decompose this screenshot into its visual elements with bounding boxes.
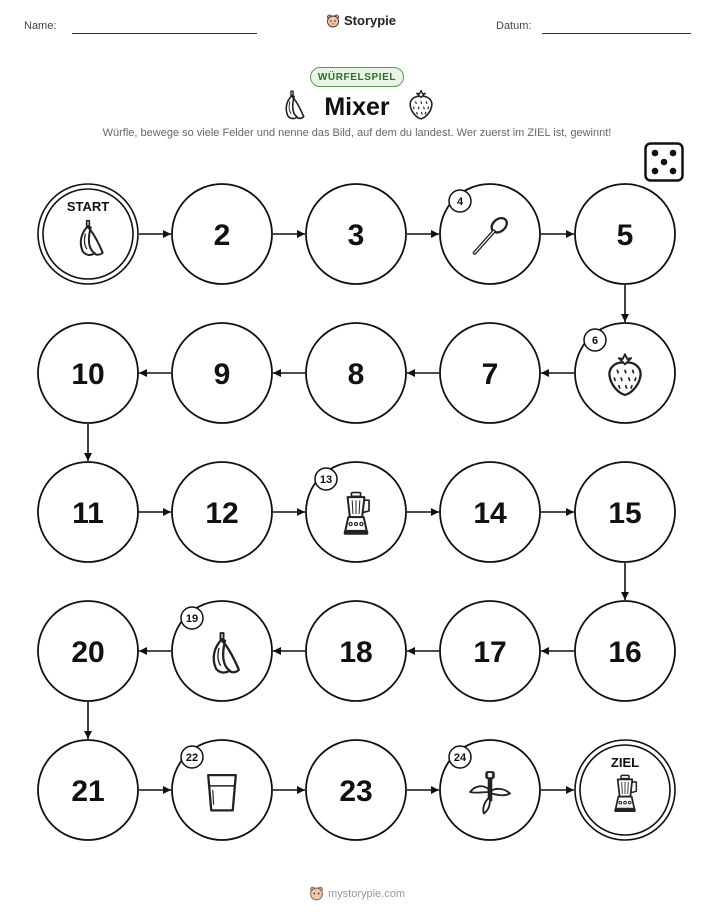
space-number: 5 (616, 219, 634, 252)
path-arrow (273, 508, 305, 516)
board-space (172, 740, 272, 840)
path-arrow (541, 508, 574, 516)
instructions: Würfle, bewege so viele Felder und nenne das Bild, auf dem du landest. Wer zuerst im ZIEL ist, gewinnt! (102, 127, 612, 139)
brand-name: Storypie (344, 13, 397, 28)
finish-space (575, 740, 675, 840)
footer (309, 886, 405, 901)
path-arrow (273, 369, 305, 377)
board-space (440, 740, 540, 840)
board-space (172, 462, 272, 562)
space-label: START (66, 199, 110, 214)
space-number: 8 (347, 358, 365, 391)
space-number: 22 (185, 752, 199, 764)
path-arrow (84, 424, 92, 461)
board-space (440, 323, 540, 423)
space-number: 18 (339, 636, 373, 669)
board-space (440, 462, 540, 562)
path-arrow (541, 230, 574, 238)
space-number: 10 (71, 358, 105, 391)
space-number: 12 (205, 497, 239, 530)
path-arrow (84, 702, 92, 739)
space-label: ZIEL (610, 755, 640, 770)
space-number: 19 (185, 613, 199, 625)
space-number: 2 (213, 219, 231, 252)
path-arrow (139, 369, 171, 377)
board-space (575, 184, 675, 284)
board-space (306, 184, 406, 284)
space-number: 24 (453, 752, 467, 764)
board-space (306, 601, 406, 701)
path-arrow (139, 647, 171, 655)
path-arrow (139, 230, 171, 238)
page-title: Mixer (324, 93, 390, 121)
space-number: 23 (339, 775, 373, 808)
space-number: 14 (473, 497, 507, 530)
game-type-badge: WÜRFELSPIEL (310, 67, 404, 87)
board-space (38, 740, 138, 840)
board-space (38, 462, 138, 562)
space-number: 9 (213, 358, 231, 391)
footer-url: mystorypie.com (328, 887, 406, 900)
board-space (306, 740, 406, 840)
board-space (172, 601, 272, 701)
space-number: 15 (608, 497, 642, 530)
board-space (38, 601, 138, 701)
path-arrow (139, 786, 171, 794)
path-arrow (407, 647, 439, 655)
path-arrow (407, 786, 439, 794)
board-space (172, 184, 272, 284)
space-number: 7 (481, 358, 499, 391)
path-arrow (273, 230, 305, 238)
space-number: 17 (473, 636, 507, 669)
board-space (172, 323, 272, 423)
board-space (440, 184, 540, 284)
board-space (38, 323, 138, 423)
path-arrow (541, 369, 574, 377)
space-number: 6 (591, 335, 599, 347)
board-space (306, 323, 406, 423)
date-label: Datum: (496, 20, 532, 32)
storypie-mascot-icon (309, 886, 324, 901)
space-number: 21 (71, 775, 105, 808)
space-number: 20 (71, 636, 105, 669)
board-space (575, 462, 675, 562)
path-arrow (407, 230, 439, 238)
space-number: 13 (319, 474, 333, 486)
board-space (306, 462, 406, 562)
board-space (575, 601, 675, 701)
space-number: 3 (347, 219, 365, 252)
board-space (575, 323, 675, 423)
path-arrow (273, 647, 305, 655)
path-arrow (621, 563, 629, 600)
path-arrow (541, 647, 574, 655)
path-arrow (273, 786, 305, 794)
space-number: 11 (72, 497, 104, 530)
glass-icon (208, 775, 236, 810)
path-arrow (541, 786, 574, 794)
path-arrow (139, 508, 171, 516)
space-number: 16 (608, 636, 642, 669)
start-space (38, 184, 138, 284)
name-label: Name: (24, 20, 57, 32)
path-arrow (407, 508, 439, 516)
path-arrow (407, 369, 439, 377)
space-number: 4 (456, 196, 464, 208)
path-arrow (621, 285, 629, 322)
board-space (440, 601, 540, 701)
